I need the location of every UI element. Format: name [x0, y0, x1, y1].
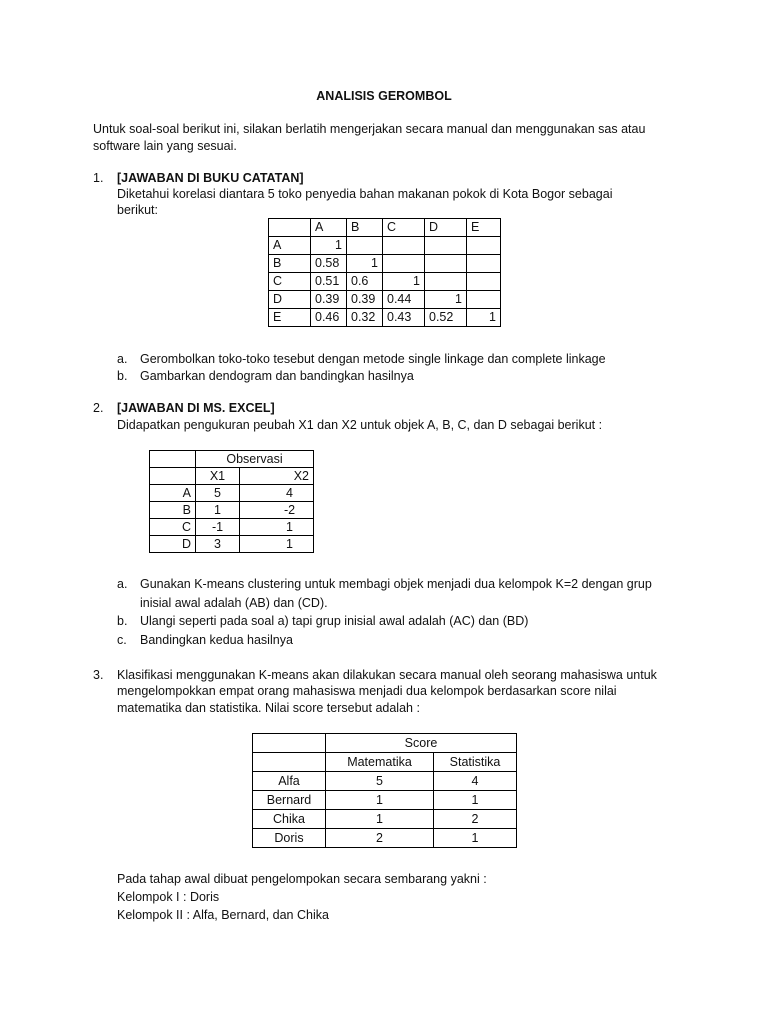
q3-number: 3. — [93, 668, 104, 682]
q1-item-b-text: Gambarkan dendogram dan bandingkan hasilnya — [140, 369, 414, 383]
table-cell: 0.39 — [347, 291, 383, 309]
table-row — [150, 468, 314, 485]
q3-text-1: Klasifikasi menggunakan K-means akan dilakukan secara manual oleh seorang mahasiswa untuk — [117, 668, 657, 682]
q2-item-b-label: b. — [117, 614, 128, 628]
table-cell — [467, 291, 501, 309]
table-group-header: Observasi — [196, 451, 314, 468]
row-label: Chika — [253, 810, 326, 829]
table-row — [269, 291, 501, 309]
q2-item-a-label: a. — [117, 577, 128, 591]
table-cell: 5 — [326, 772, 434, 791]
table-row — [253, 753, 517, 772]
table-cell: 3 — [196, 536, 240, 553]
table-cell: 1 — [240, 536, 314, 553]
row-label: C — [150, 519, 196, 536]
table-cell: 2 — [434, 810, 517, 829]
table-cell — [150, 451, 196, 468]
table-row — [269, 255, 501, 273]
table-header: X1 — [196, 468, 240, 485]
table-cell: 0.44 — [383, 291, 425, 309]
q3-text-3: matematika dan statistika. Nilai score tersebut adalah : — [117, 701, 420, 715]
table-cell: 1 — [467, 309, 501, 327]
table-cell: 1 — [434, 829, 517, 848]
table-cell — [383, 255, 425, 273]
row-label: Doris — [253, 829, 326, 848]
table-row — [269, 219, 501, 237]
q3-text-2: mengelompokkan empat orang mahasiswa menjadi dua kelompok berdasarkan score nilai — [117, 684, 617, 698]
table-cell: 1 — [196, 502, 240, 519]
row-label: A — [150, 485, 196, 502]
q2-item-c-text: Bandingkan kedua hasilnya — [140, 633, 293, 647]
table-cell: 1 — [326, 791, 434, 810]
table-row — [150, 519, 314, 536]
table-row — [253, 791, 517, 810]
table-cell: -1 — [196, 519, 240, 536]
q2-item-b-text: Ulangi seperti pada soal a) tapi grup inisial awal adalah (AC) dan (BD) — [140, 614, 529, 628]
table-row — [269, 309, 501, 327]
table-row — [269, 273, 501, 291]
intro-line-2: software lain yang sesuai. — [93, 139, 237, 153]
row-label: A — [269, 237, 311, 255]
q2-item-c-label: c. — [117, 633, 127, 647]
table-cell: 0.51 — [311, 273, 347, 291]
correlation-table — [268, 218, 501, 327]
table-cell — [269, 219, 311, 237]
q1-item-a-label: a. — [117, 352, 128, 366]
table-cell: 0.52 — [425, 309, 467, 327]
q2-number: 2. — [93, 401, 104, 415]
table-cell — [253, 734, 326, 753]
table-group-header: Score — [326, 734, 517, 753]
table-cell — [425, 273, 467, 291]
table-cell — [467, 255, 501, 273]
row-label: E — [269, 309, 311, 327]
table-row — [253, 829, 517, 848]
q1-heading: [JAWABAN DI BUKU CATATAN] — [117, 171, 304, 185]
table-row — [253, 810, 517, 829]
table-cell: 2 — [326, 829, 434, 848]
table-cell — [425, 237, 467, 255]
table-row — [253, 772, 517, 791]
table-header: X2 — [240, 468, 314, 485]
q2-item-a-cont: inisial awal adalah (AB) dan (CD). — [140, 596, 328, 610]
table-cell: 0.43 — [383, 309, 425, 327]
table-row — [253, 734, 517, 753]
table-header: B — [347, 219, 383, 237]
row-label: B — [269, 255, 311, 273]
table-row — [150, 485, 314, 502]
q1-item-a-text: Gerombolkan toko-toko tesebut dengan metode single linkage dan complete linkage — [140, 352, 606, 366]
q1-number: 1. — [93, 171, 104, 185]
score-table — [252, 733, 517, 848]
q3-after-1: Pada tahap awal dibuat pengelompokan secara sembarang yakni : — [117, 872, 487, 886]
q2-item-a-text: Gunakan K-means clustering untuk membagi objek menjadi dua kelompok K=2 dengan grup — [140, 577, 652, 591]
table-cell: 1 — [240, 519, 314, 536]
table-header: Matematika — [326, 753, 434, 772]
table-row — [150, 451, 314, 468]
table-cell — [150, 468, 196, 485]
table-cell — [425, 255, 467, 273]
table-cell: 1 — [425, 291, 467, 309]
table-cell: 0.6 — [347, 273, 383, 291]
table-cell: 0.32 — [347, 309, 383, 327]
q2-text: Didapatkan pengukuran peubah X1 dan X2 untuk objek A, B, C, dan D sebagai berikut : — [117, 418, 603, 432]
table-cell: 4 — [434, 772, 517, 791]
q1-text-1: Diketahui korelasi diantara 5 toko penyedia bahan makanan pokok di Kota Bogor sebagai — [117, 187, 613, 201]
observation-table — [149, 450, 314, 553]
page-title: ANALISIS GEROMBOL — [316, 89, 452, 103]
table-header: C — [383, 219, 425, 237]
q3-after-2: Kelompok I : Doris — [117, 890, 220, 904]
row-label: Alfa — [253, 772, 326, 791]
table-cell — [467, 237, 501, 255]
table-cell: 1 — [383, 273, 425, 291]
q1-item-b-label: b. — [117, 369, 128, 383]
q2-heading: [JAWABAN DI MS. EXCEL] — [117, 401, 275, 415]
table-row — [269, 237, 501, 255]
table-cell: 1 — [434, 791, 517, 810]
table-cell — [383, 237, 425, 255]
row-label: D — [150, 536, 196, 553]
intro-line-1: Untuk soal-soal berikut ini, silakan berlatih mengerjakan secara manual dan menggunakan sas atau — [93, 122, 646, 136]
table-header: A — [311, 219, 347, 237]
table-cell — [347, 237, 383, 255]
table-cell — [253, 753, 326, 772]
table-cell: 4 — [240, 485, 314, 502]
table-cell: 0.46 — [311, 309, 347, 327]
table-header: E — [467, 219, 501, 237]
q1-text-2: berikut: — [117, 203, 158, 217]
row-label: D — [269, 291, 311, 309]
table-header: Statistika — [434, 753, 517, 772]
row-label: B — [150, 502, 196, 519]
table-cell: 5 — [196, 485, 240, 502]
table-cell: 1 — [326, 810, 434, 829]
table-cell: 0.39 — [311, 291, 347, 309]
table-cell: 1 — [311, 237, 347, 255]
table-header: D — [425, 219, 467, 237]
row-label: C — [269, 273, 311, 291]
table-cell: -2 — [240, 502, 314, 519]
table-cell: 0.58 — [311, 255, 347, 273]
q3-after-3: Kelompok II : Alfa, Bernard, dan Chika — [117, 908, 329, 922]
table-row — [150, 502, 314, 519]
table-cell: 1 — [347, 255, 383, 273]
table-cell — [467, 273, 501, 291]
table-row — [150, 536, 314, 553]
row-label: Bernard — [253, 791, 326, 810]
